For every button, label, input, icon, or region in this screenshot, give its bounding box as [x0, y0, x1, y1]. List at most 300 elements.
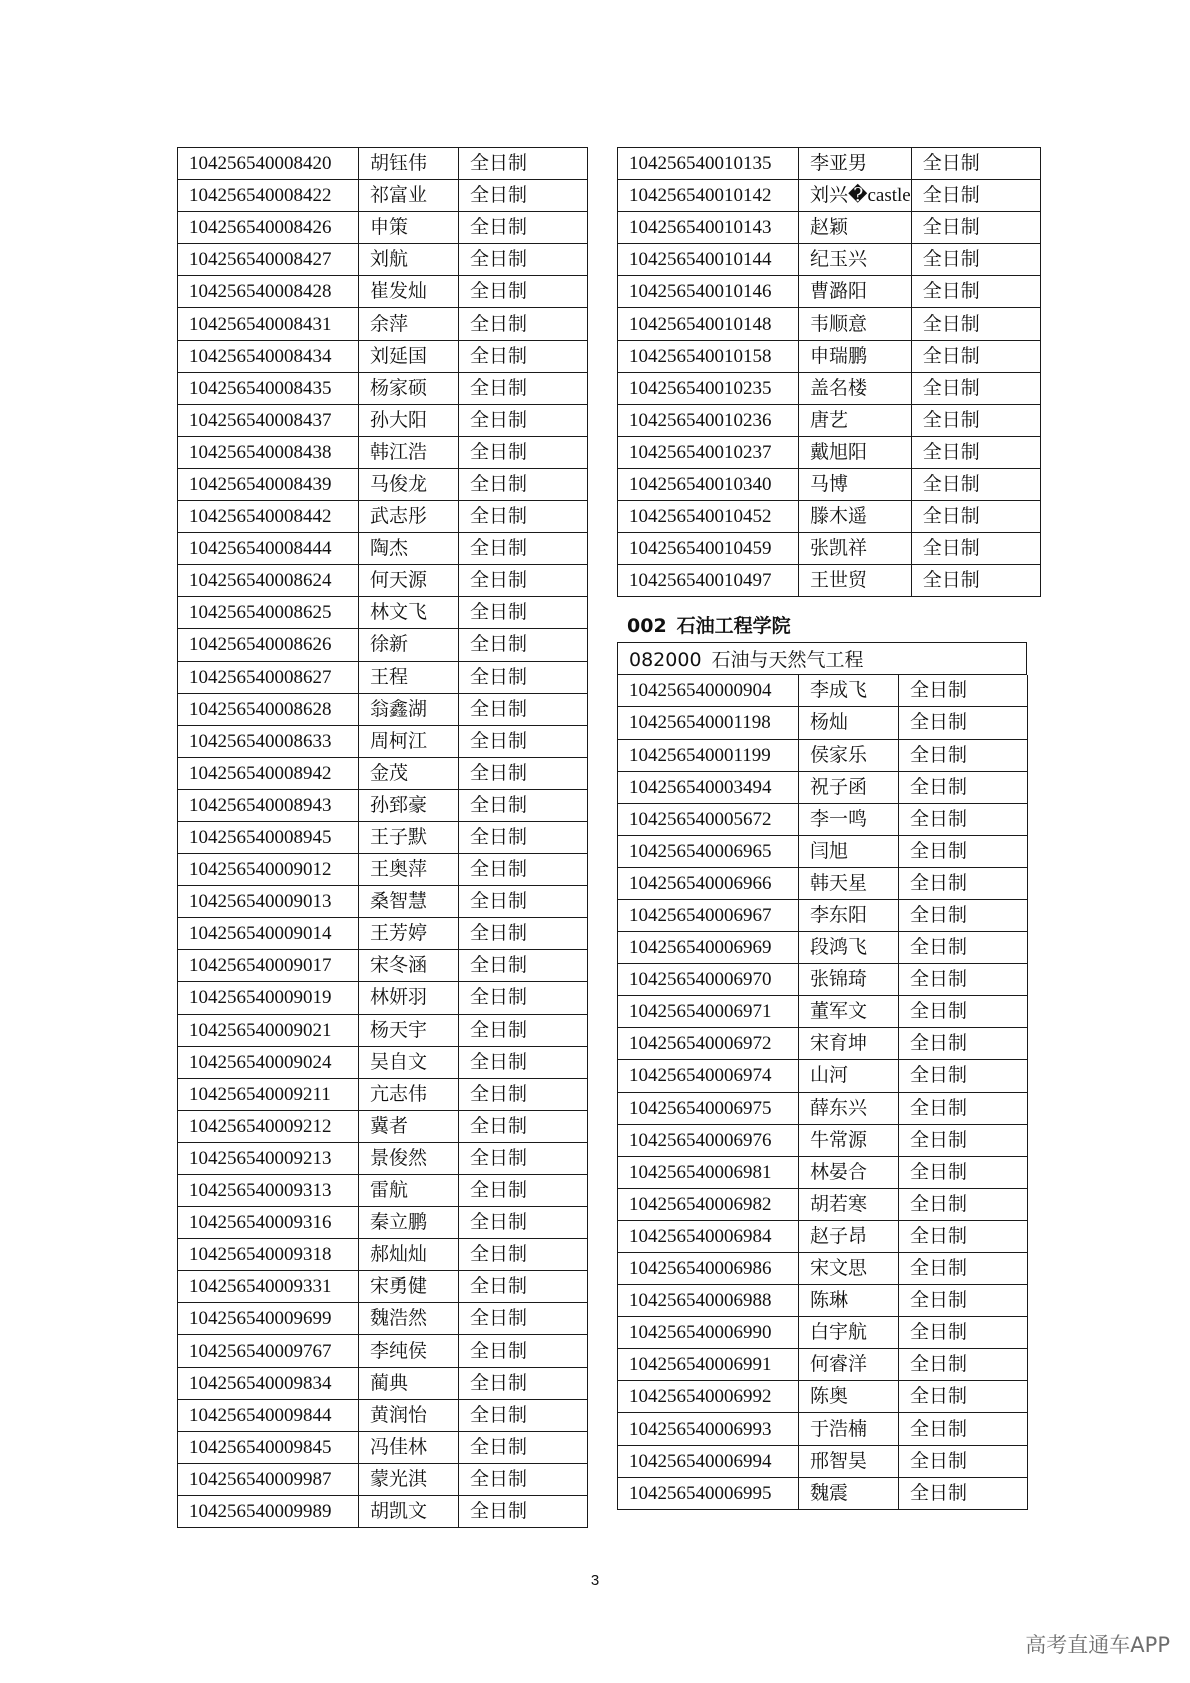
student-name-cell: 唐艺	[799, 404, 912, 436]
table-row	[178, 982, 588, 1014]
study-mode-cell: 全日制	[459, 886, 588, 918]
table-row	[618, 1285, 1028, 1317]
student-name-cell: 白宇航	[799, 1317, 899, 1349]
table-row	[618, 404, 1041, 436]
table-row	[178, 757, 588, 789]
admission-table-left	[177, 147, 588, 1528]
study-mode-cell: 全日制	[899, 867, 1028, 899]
admission-id-cell: 104256540006992	[618, 1381, 799, 1413]
admission-id-cell: 104256540008442	[178, 501, 359, 533]
study-mode-cell: 全日制	[899, 1349, 1028, 1381]
watermark: 高考直通车APP	[1025, 1633, 1170, 1657]
table-row	[618, 1381, 1028, 1413]
study-mode-cell: 全日制	[459, 1271, 588, 1303]
table-row	[178, 1046, 588, 1078]
table-row	[618, 148, 1041, 180]
study-mode-cell: 全日制	[899, 1060, 1028, 1092]
study-mode-cell: 全日制	[911, 244, 1040, 276]
admission-id-cell: 104256540008624	[178, 565, 359, 597]
table-row	[178, 501, 588, 533]
student-name-cell: 武志彤	[359, 501, 459, 533]
admission-id-cell: 104256540006969	[618, 932, 799, 964]
admission-id-cell: 104256540006986	[618, 1253, 799, 1285]
table-row	[618, 803, 1028, 835]
table-row	[178, 629, 588, 661]
student-name-cell: 李纯侯	[359, 1335, 459, 1367]
table-row	[178, 1078, 588, 1110]
study-mode-cell: 全日制	[459, 372, 588, 404]
student-name-cell: 周柯江	[359, 725, 459, 757]
student-name-cell: 郝灿灿	[359, 1239, 459, 1271]
student-name-cell: 董军文	[799, 996, 899, 1028]
study-mode-cell: 全日制	[459, 661, 588, 693]
student-name-cell: 孙大阳	[359, 404, 459, 436]
study-mode-cell: 全日制	[899, 739, 1028, 771]
table-row	[178, 212, 588, 244]
admission-id-cell: 104256540006991	[618, 1349, 799, 1381]
study-mode-cell: 全日制	[459, 468, 588, 500]
admission-id-cell: 104256540008427	[178, 244, 359, 276]
study-mode-cell: 全日制	[459, 789, 588, 821]
table-row	[618, 675, 1028, 707]
table-row	[618, 1028, 1028, 1060]
admission-id-cell: 104256540008444	[178, 533, 359, 565]
study-mode-cell: 全日制	[911, 308, 1040, 340]
student-name-cell: 胡若寒	[799, 1188, 899, 1220]
table-row	[618, 932, 1028, 964]
college-name: 石油工程学院	[676, 615, 791, 638]
admission-table-right-top	[617, 147, 1041, 597]
study-mode-cell: 全日制	[459, 950, 588, 982]
admission-id-cell: 104256540008434	[178, 340, 359, 372]
study-mode-cell: 全日制	[459, 501, 588, 533]
admission-id-cell: 104256540009014	[178, 918, 359, 950]
admission-id-cell: 104256540010148	[618, 308, 799, 340]
study-mode-cell: 全日制	[899, 803, 1028, 835]
admission-id-cell: 104256540000904	[618, 675, 799, 707]
table-row	[178, 404, 588, 436]
study-mode-cell: 全日制	[899, 1188, 1028, 1220]
admission-id-cell: 104256540006972	[618, 1028, 799, 1060]
admission-id-cell: 104256540006988	[618, 1285, 799, 1317]
study-mode-cell: 全日制	[459, 212, 588, 244]
student-name-cell: 盖名楼	[799, 372, 912, 404]
study-mode-cell: 全日制	[899, 1445, 1028, 1477]
table-row	[618, 1349, 1028, 1381]
study-mode-cell: 全日制	[459, 821, 588, 853]
student-name-cell: 何睿洋	[799, 1349, 899, 1381]
admission-id-cell: 104256540010459	[618, 533, 799, 565]
student-name-cell: 何天源	[359, 565, 459, 597]
student-name-cell: 翁鑫湖	[359, 693, 459, 725]
table-row	[178, 533, 588, 565]
admission-id-cell: 104256540008420	[178, 148, 359, 180]
admission-id-cell: 104256540009212	[178, 1110, 359, 1142]
study-mode-cell: 全日制	[899, 932, 1028, 964]
study-mode-cell: 全日制	[459, 340, 588, 372]
admission-id-cell: 104256540009844	[178, 1399, 359, 1431]
study-mode-cell: 全日制	[459, 276, 588, 308]
student-name-cell: 胡钰伟	[359, 148, 459, 180]
admission-id-cell: 104256540008626	[178, 629, 359, 661]
admission-id-cell: 104256540003494	[618, 771, 799, 803]
study-mode-cell: 全日制	[899, 707, 1028, 739]
admission-id-cell: 104256540006982	[618, 1188, 799, 1220]
table-row	[178, 725, 588, 757]
study-mode-cell: 全日制	[459, 1078, 588, 1110]
table-row	[178, 1335, 588, 1367]
admission-id-cell: 104256540009316	[178, 1207, 359, 1239]
student-name-cell: 闫旭	[799, 835, 899, 867]
major-name: 石油与天然气工程	[711, 649, 864, 672]
student-name-cell: 韩江浩	[359, 436, 459, 468]
study-mode-cell: 全日制	[459, 180, 588, 212]
table-row	[178, 308, 588, 340]
student-name-cell: 刘航	[359, 244, 459, 276]
admission-id-cell: 104256540008633	[178, 725, 359, 757]
student-name-cell: 张凯祥	[799, 533, 912, 565]
study-mode-cell: 全日制	[911, 148, 1040, 180]
study-mode-cell: 全日制	[459, 565, 588, 597]
student-name-cell: 纪玉兴	[799, 244, 912, 276]
study-mode-cell: 全日制	[899, 1381, 1028, 1413]
admission-id-cell: 104256540010146	[618, 276, 799, 308]
student-name-cell: 魏浩然	[359, 1303, 459, 1335]
study-mode-cell: 全日制	[459, 1046, 588, 1078]
admission-id-cell: 104256540009017	[178, 950, 359, 982]
study-mode-cell: 全日制	[459, 404, 588, 436]
student-name-cell: 王世贸	[799, 565, 912, 597]
table-row	[618, 372, 1041, 404]
study-mode-cell: 全日制	[899, 835, 1028, 867]
table-row	[178, 1271, 588, 1303]
study-mode-cell: 全日制	[911, 372, 1040, 404]
table-row	[618, 1060, 1028, 1092]
study-mode-cell: 全日制	[899, 996, 1028, 1028]
admission-id-cell: 104256540010143	[618, 212, 799, 244]
major-code: 082000	[629, 649, 702, 672]
admission-id-cell: 104256540009767	[178, 1335, 359, 1367]
study-mode-cell: 全日制	[899, 1028, 1028, 1060]
study-mode-cell: 全日制	[459, 693, 588, 725]
table-row	[618, 1413, 1028, 1445]
student-name-cell: 邢智昊	[799, 1445, 899, 1477]
table-row	[618, 1445, 1028, 1477]
admission-id-cell: 104256540008431	[178, 308, 359, 340]
student-name-cell: 蒙光淇	[359, 1463, 459, 1495]
student-name-cell: 桑智慧	[359, 886, 459, 918]
study-mode-cell: 全日制	[899, 675, 1028, 707]
study-mode-cell: 全日制	[459, 1303, 588, 1335]
admission-id-cell: 104256540009989	[178, 1495, 359, 1527]
admission-id-cell: 104256540010236	[618, 404, 799, 436]
study-mode-cell: 全日制	[899, 964, 1028, 996]
student-name-cell: 曹潞阳	[799, 276, 912, 308]
table-row	[618, 212, 1041, 244]
table-row	[178, 340, 588, 372]
table-row	[618, 436, 1041, 468]
study-mode-cell: 全日制	[459, 1463, 588, 1495]
student-name-cell: 魏震	[799, 1477, 899, 1509]
table-row	[618, 835, 1028, 867]
table-row	[178, 1463, 588, 1495]
table-row	[618, 867, 1028, 899]
student-name-cell: 胡凯文	[359, 1495, 459, 1527]
student-name-cell: 孙郅豪	[359, 789, 459, 821]
admission-id-cell: 104256540009699	[178, 1303, 359, 1335]
student-name-cell: 陈琳	[799, 1285, 899, 1317]
admission-id-cell: 104256540008439	[178, 468, 359, 500]
study-mode-cell: 全日制	[459, 1431, 588, 1463]
admission-id-cell: 104256540009012	[178, 854, 359, 886]
student-name-cell: 陶杰	[359, 533, 459, 565]
admission-id-cell: 104256540010340	[618, 468, 799, 500]
student-name-cell: 杨家硕	[359, 372, 459, 404]
admission-id-cell: 104256540006995	[618, 1477, 799, 1509]
student-name-cell: 戴旭阳	[799, 436, 912, 468]
study-mode-cell: 全日制	[459, 725, 588, 757]
table-row	[178, 821, 588, 853]
admission-id-cell: 104256540009834	[178, 1367, 359, 1399]
admission-id-cell: 104256540010452	[618, 501, 799, 533]
table-row	[178, 148, 588, 180]
admission-id-cell: 104256540006993	[618, 1413, 799, 1445]
study-mode-cell: 全日制	[459, 629, 588, 661]
student-name-cell: 韦顺意	[799, 308, 912, 340]
admission-id-cell: 104256540008422	[178, 180, 359, 212]
study-mode-cell: 全日制	[911, 565, 1040, 597]
table-row	[618, 1124, 1028, 1156]
admission-id-cell: 104256540006966	[618, 867, 799, 899]
table-row	[618, 1253, 1028, 1285]
study-mode-cell: 全日制	[899, 899, 1028, 931]
student-name-cell: 宋勇健	[359, 1271, 459, 1303]
table-row	[178, 1431, 588, 1463]
table-row	[178, 854, 588, 886]
study-mode-cell: 全日制	[459, 757, 588, 789]
student-name-cell: 申瑞鹏	[799, 340, 912, 372]
study-mode-cell: 全日制	[899, 1156, 1028, 1188]
admission-id-cell: 104256540006990	[618, 1317, 799, 1349]
table-row	[618, 340, 1041, 372]
table-row	[178, 789, 588, 821]
table-row	[178, 180, 588, 212]
student-name-cell: 杨天宇	[359, 1014, 459, 1046]
admission-id-cell: 104256540008426	[178, 212, 359, 244]
student-name-cell: 蔺典	[359, 1367, 459, 1399]
study-mode-cell: 全日制	[899, 1413, 1028, 1445]
admission-id-cell: 104256540009024	[178, 1046, 359, 1078]
admission-table-right-bottom	[617, 675, 1028, 1509]
table-row	[618, 180, 1041, 212]
table-row	[178, 372, 588, 404]
table-row	[178, 1495, 588, 1527]
table-row	[618, 244, 1041, 276]
student-name-cell: 刘兴�castle	[799, 180, 912, 212]
admission-id-cell: 104256540008625	[178, 597, 359, 629]
study-mode-cell: 全日制	[899, 1477, 1028, 1509]
student-name-cell: 余萍	[359, 308, 459, 340]
admission-id-cell: 104256540006974	[618, 1060, 799, 1092]
student-name-cell: 马俊龙	[359, 468, 459, 500]
admission-id-cell: 104256540008438	[178, 436, 359, 468]
admission-id-cell: 104256540006965	[618, 835, 799, 867]
study-mode-cell: 全日制	[459, 1175, 588, 1207]
admission-id-cell: 104256540009331	[178, 1271, 359, 1303]
table-row	[618, 739, 1028, 771]
admission-id-cell: 104256540010497	[618, 565, 799, 597]
student-name-cell: 林文飞	[359, 597, 459, 629]
student-name-cell: 祁富业	[359, 180, 459, 212]
table-row	[618, 899, 1028, 931]
table-row	[618, 964, 1028, 996]
study-mode-cell: 全日制	[459, 436, 588, 468]
student-name-cell: 李成飞	[799, 675, 899, 707]
student-name-cell: 滕木遥	[799, 501, 912, 533]
table-row	[178, 950, 588, 982]
student-name-cell: 宋育坤	[799, 1028, 899, 1060]
study-mode-cell: 全日制	[459, 854, 588, 886]
study-mode-cell: 全日制	[459, 148, 588, 180]
admission-id-cell: 104256540010237	[618, 436, 799, 468]
table-row	[618, 1156, 1028, 1188]
major-header-cell	[618, 643, 1027, 675]
table-row	[178, 918, 588, 950]
study-mode-cell: 全日制	[459, 308, 588, 340]
study-mode-cell: 全日制	[911, 180, 1040, 212]
study-mode-cell: 全日制	[459, 1239, 588, 1271]
student-name-cell: 李一鸣	[799, 803, 899, 835]
admission-id-cell: 104256540008435	[178, 372, 359, 404]
student-name-cell: 徐新	[359, 629, 459, 661]
admission-id-cell: 104256540009211	[178, 1078, 359, 1110]
table-row	[178, 436, 588, 468]
admission-id-cell: 104256540005672	[618, 803, 799, 835]
admission-id-cell: 104256540009987	[178, 1463, 359, 1495]
table-row	[178, 886, 588, 918]
table-row	[178, 1303, 588, 1335]
student-name-cell: 王奥萍	[359, 854, 459, 886]
study-mode-cell: 全日制	[459, 597, 588, 629]
table-row	[178, 661, 588, 693]
admission-id-cell: 104256540010235	[618, 372, 799, 404]
study-mode-cell: 全日制	[899, 1220, 1028, 1252]
student-name-cell: 赵颖	[799, 212, 912, 244]
student-name-cell: 山河	[799, 1060, 899, 1092]
table-row	[178, 1142, 588, 1174]
student-name-cell: 秦立鹏	[359, 1207, 459, 1239]
student-name-cell: 陈奥	[799, 1381, 899, 1413]
major-header	[617, 642, 1027, 675]
admission-id-cell: 104256540008945	[178, 821, 359, 853]
college-heading	[627, 611, 1041, 638]
table-row	[178, 276, 588, 308]
table-row	[618, 276, 1041, 308]
study-mode-cell: 全日制	[899, 1124, 1028, 1156]
student-name-cell: 薛东兴	[799, 1092, 899, 1124]
table-row	[178, 597, 588, 629]
table-row	[178, 1207, 588, 1239]
study-mode-cell: 全日制	[459, 533, 588, 565]
study-mode-cell: 全日制	[899, 1285, 1028, 1317]
table-row	[618, 533, 1041, 565]
student-name-cell: 冀者	[359, 1110, 459, 1142]
student-name-cell: 崔发灿	[359, 276, 459, 308]
student-name-cell: 雷航	[359, 1175, 459, 1207]
admission-id-cell: 104256540010142	[618, 180, 799, 212]
table-row	[618, 707, 1028, 739]
admission-id-cell: 104256540009313	[178, 1175, 359, 1207]
student-name-cell: 冯佳林	[359, 1431, 459, 1463]
admission-id-cell: 104256540006967	[618, 899, 799, 931]
table-row	[178, 693, 588, 725]
table-row	[618, 996, 1028, 1028]
study-mode-cell: 全日制	[911, 468, 1040, 500]
admission-id-cell: 104256540006976	[618, 1124, 799, 1156]
study-mode-cell: 全日制	[459, 1367, 588, 1399]
student-name-cell: 韩天星	[799, 867, 899, 899]
student-name-cell: 黄润怡	[359, 1399, 459, 1431]
college-code: 002	[627, 615, 667, 638]
study-mode-cell: 全日制	[459, 918, 588, 950]
table-row	[178, 565, 588, 597]
table-row	[618, 468, 1041, 500]
student-name-cell: 李亚男	[799, 148, 912, 180]
major-header-row	[618, 643, 1027, 675]
admission-id-cell: 104256540008943	[178, 789, 359, 821]
table-row	[618, 565, 1041, 597]
admission-id-cell: 104256540008627	[178, 661, 359, 693]
study-mode-cell: 全日制	[459, 244, 588, 276]
study-mode-cell: 全日制	[459, 1335, 588, 1367]
student-name-cell: 王芳婷	[359, 918, 459, 950]
student-name-cell: 马博	[799, 468, 912, 500]
table-row	[178, 468, 588, 500]
student-name-cell: 于浩楠	[799, 1413, 899, 1445]
student-name-cell: 祝子函	[799, 771, 899, 803]
study-mode-cell: 全日制	[459, 982, 588, 1014]
study-mode-cell: 全日制	[899, 771, 1028, 803]
student-name-cell: 林晏合	[799, 1156, 899, 1188]
student-name-cell: 王程	[359, 661, 459, 693]
table-row	[618, 1188, 1028, 1220]
admission-id-cell: 104256540008428	[178, 276, 359, 308]
table-row	[178, 1367, 588, 1399]
study-mode-cell: 全日制	[459, 1399, 588, 1431]
table-row	[618, 501, 1041, 533]
admission-id-cell: 104256540009021	[178, 1014, 359, 1046]
student-name-cell: 金茂	[359, 757, 459, 789]
student-name-cell: 赵子昂	[799, 1220, 899, 1252]
student-name-cell: 景俊然	[359, 1142, 459, 1174]
left-column	[177, 147, 588, 1528]
study-mode-cell: 全日制	[911, 533, 1040, 565]
student-name-cell: 段鸿飞	[799, 932, 899, 964]
study-mode-cell: 全日制	[459, 1207, 588, 1239]
study-mode-cell: 全日制	[459, 1142, 588, 1174]
student-name-cell: 张锦琦	[799, 964, 899, 996]
admission-id-cell: 104256540006981	[618, 1156, 799, 1188]
study-mode-cell: 全日制	[899, 1317, 1028, 1349]
admission-id-cell: 104256540009318	[178, 1239, 359, 1271]
table-row	[618, 1092, 1028, 1124]
table-row	[178, 1239, 588, 1271]
admission-id-cell: 104256540008628	[178, 693, 359, 725]
study-mode-cell: 全日制	[899, 1253, 1028, 1285]
table-row	[618, 771, 1028, 803]
study-mode-cell: 全日制	[911, 340, 1040, 372]
table-row	[178, 1399, 588, 1431]
